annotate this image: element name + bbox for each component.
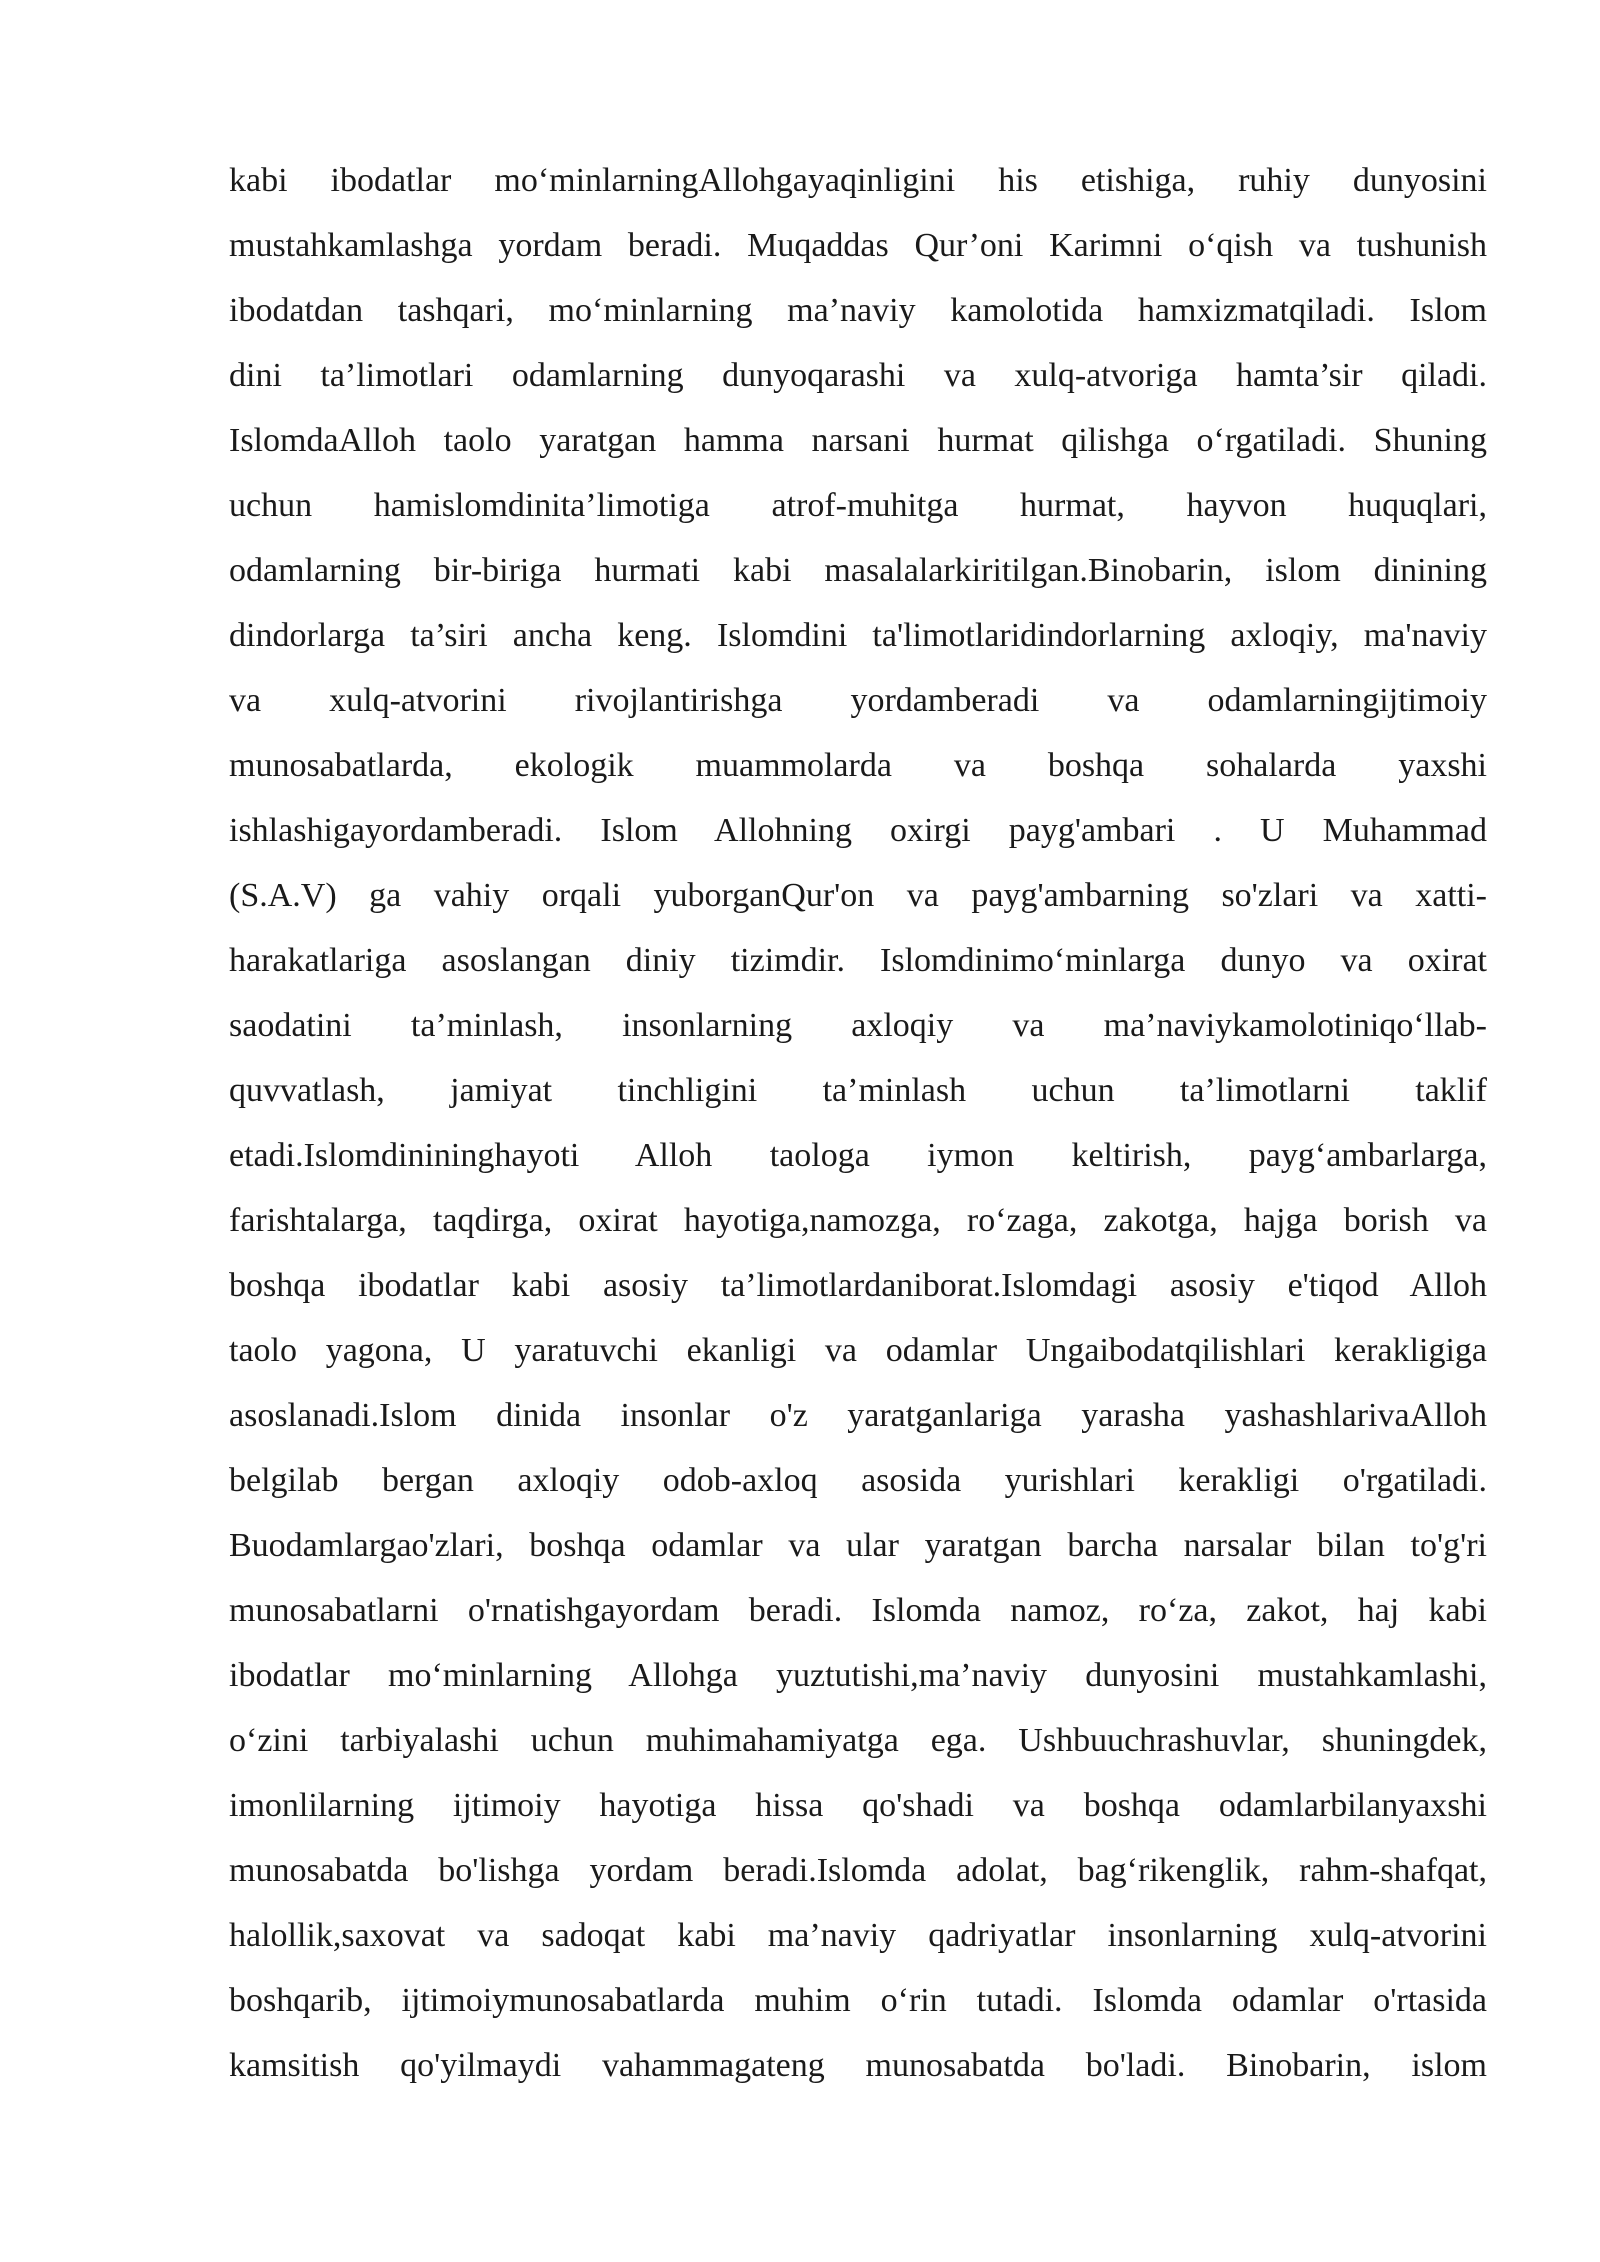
text-line: farishtalarga, taqdirga, oxirat hayotiga,namozga, ro‘zaga, zakotga, hajga borish va: [229, 1202, 1487, 1239]
text-line: imonlilarning ijtimoiy hayotiga hissa qo'shadi va boshqa odamlarbilanyaxshi: [229, 1787, 1487, 1824]
text-line: va xulq-atvorini rivojlantirishga yordamberadi va odamlarningijtimoiy: [229, 682, 1487, 719]
text-line: munosabatlarda, ekologik muammolarda va boshqa sohalarda yaxshi: [229, 747, 1487, 784]
text-line: etadi.Islomdinininghayoti Alloh taologa iymon keltirish, payg‘ambarlarga,: [229, 1137, 1487, 1174]
text-line: mustahkamlashga yordam beradi. Muqaddas Qur’oni Karimni o‘qish va tushunish: [229, 227, 1487, 264]
text-line: uchun hamislomdinita’limotiga atrof-muhitga hurmat, hayvon huquqlari,: [229, 487, 1487, 524]
text-line: boshqarib, ijtimoiymunosabatlarda muhim o‘rin tutadi. Islomda odamlar o'rtasida: [229, 1982, 1487, 2019]
text-line: saodatini ta’minlash, insonlarning axloqiy va ma’naviykamolotiniqo‘llab-: [229, 1007, 1487, 1044]
text-line: harakatlariga asoslangan diniy tizimdir. Islomdinimo‘minlarga dunyo va oxirat: [229, 942, 1487, 979]
text-line: (S.A.V) ga vahiy orqali yuborganQur'on va payg'ambarning so'zlari va xatti-: [229, 877, 1487, 914]
text-line: ishlashigayordamberadi. Islom Allohning oxirgi payg'ambari . U Muhammad: [229, 812, 1487, 849]
text-line: IslomdaAlloh taolo yaratgan hamma narsani hurmat qilishga o‘rgatiladi. Shuning: [229, 422, 1487, 459]
text-line: halollik,saxovat va sadoqat kabi ma’naviy qadriyatlar insonlarning xulq-atvorini: [229, 1917, 1487, 1954]
text-line: boshqa ibodatlar kabi asosiy ta’limotlardaniborat.Islomdagi asosiy e'tiqod Alloh: [229, 1267, 1487, 1304]
text-line: ibodatlar mo‘minlarning Allohga yuztutishi,ma’naviy dunyosini mustahkamlashi,: [229, 1657, 1487, 1694]
text-line: kamsitish qo'yilmaydi vahammagateng munosabatda bo'ladi. Binobarin, islom: [229, 2047, 1487, 2084]
text-line: dindorlarga ta’siri ancha keng. Islomdini ta'limotlaridindorlarning axloqiy, ma'naviy: [229, 617, 1487, 654]
text-line: ibodatdan tashqari, mo‘minlarning ma’naviy kamolotida hamxizmatqiladi. Islom: [229, 292, 1487, 329]
text-line: kabi ibodatlar mo‘minlarningAllohgayaqinligini his etishiga, ruhiy dunyosini: [229, 162, 1487, 199]
text-line: odamlarning bir-biriga hurmati kabi masalalarkiritilgan.Binobarin, islom dinining: [229, 552, 1487, 589]
body-text: [229, 148, 1487, 2098]
text-line: dini ta’limotlari odamlarning dunyoqarashi va xulq-atvoriga hamta’sir qiladi.: [229, 357, 1487, 394]
text-line: asoslanadi.Islom dinida insonlar o'z yaratganlariga yarasha yashashlarivaAlloh: [229, 1397, 1487, 1434]
text-line: belgilab bergan axloqiy odob-axloq asosida yurishlari kerakligi o'rgatiladi.: [229, 1462, 1487, 1499]
text-line: munosabatlarni o'rnatishgayordam beradi. Islomda namoz, ro‘za, zakot, haj kabi: [229, 1592, 1487, 1629]
text-line: quvvatlash, jamiyat tinchligini ta’minlash uchun ta’limotlarni taklif: [229, 1072, 1487, 1109]
text-line: taolo yagona, U yaratuvchi ekanligi va odamlar Ungaibodatqilishlari kerakligiga: [229, 1332, 1487, 1369]
text-line: munosabatda bo'lishga yordam beradi.Islomda adolat, bag‘rikenglik, rahm-shafqat,: [229, 1852, 1487, 1889]
text-line: o‘zini tarbiyalashi uchun muhimahamiyatga ega. Ushbuuchrashuvlar, shuningdek,: [229, 1722, 1487, 1759]
text-line: Buodamlargao'zlari, boshqa odamlar va ular yaratgan barcha narsalar bilan to'g'ri: [229, 1527, 1487, 1564]
